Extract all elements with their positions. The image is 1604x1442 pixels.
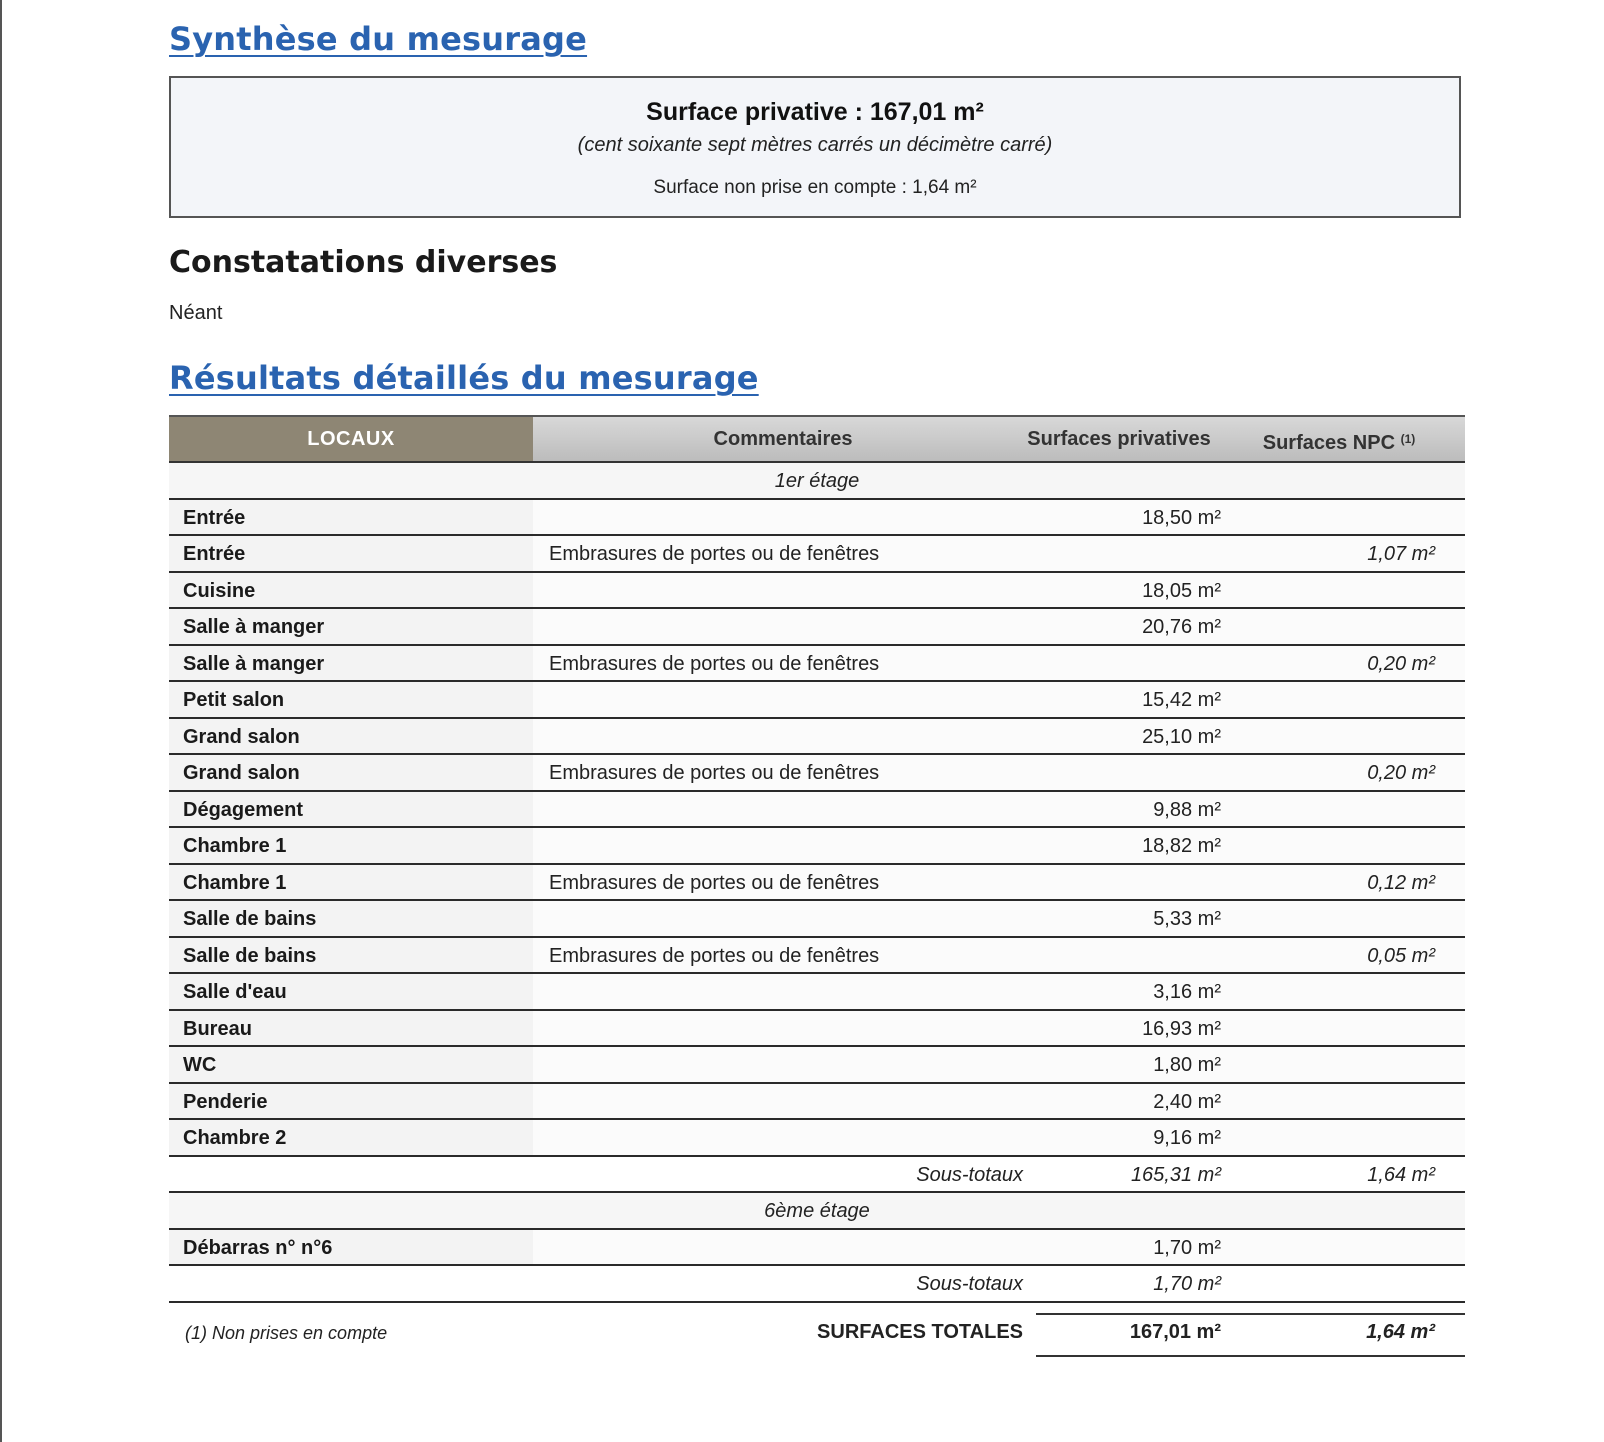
cell-local: Penderie [183,1090,268,1113]
table-row [169,974,1465,1011]
cell-commentaire: Embrasures de portes ou de fenêtres [549,652,880,675]
totals-top-rule [1036,1313,1465,1315]
subtotal-row [169,1266,1465,1303]
subtotal-privatives: 165,31 m² [1130,1163,1221,1186]
table-row [169,646,1465,683]
section-title-resultats: Résultats détaillés du mesurage [169,359,759,397]
cell-local: Grand salon [183,725,300,748]
cell-surface-privative: 18,05 m² [1142,579,1221,602]
header-surfaces-npc [1223,417,1455,461]
cell-local: Salle à manger [183,616,325,638]
cell-surface-npc: 0,12 m² [1367,871,1435,894]
cell-local: Entrée [183,543,246,565]
totals-npc: 1,64 m² [1366,1321,1435,1343]
cell-surface-privative: 5,33 m² [1153,908,1221,930]
cell-local: Chambre 1 [183,871,287,894]
cell-surface-privative: 9,88 m² [1153,798,1221,821]
row-cell-bg [533,1047,1465,1082]
floor-label: 1er étage [774,470,860,492]
cell-local: Grand salon [183,762,300,784]
table-row [169,901,1465,938]
table-row [169,755,1465,792]
table-row [169,1047,1465,1084]
results-table [169,415,1465,1303]
row-cell-bg [533,1230,1465,1265]
table-row [169,792,1465,829]
header-locaux: LOCAUX [169,417,533,461]
cell-commentaire: Embrasures de portes ou de fenêtres [549,543,880,565]
cell-surface-npc: 0,20 m² [1367,762,1435,784]
footnote-npc: (1) Non prises en compte [185,1323,388,1343]
table-row [169,609,1465,646]
cell-commentaire: Embrasures de portes ou de fenêtres [549,944,880,967]
table-row [169,1011,1465,1048]
surface-privative-total: Surface privative : 167,01 m² [646,98,984,126]
header-npc-label: Surfaces NPC [1262,432,1396,454]
row-cell-bg [533,682,1465,717]
cell-local: Dégagement [183,798,304,821]
cell-surface-privative: 9,16 m² [1153,1127,1221,1149]
table-body [169,463,1465,1303]
table-row [169,536,1465,573]
cell-surface-privative: 18,82 m² [1142,835,1221,857]
row-cell-bg [533,500,1465,535]
cell-local: Salle d'eau [183,981,287,1003]
cell-local: Petit salon [183,689,285,711]
cell-local: Salle de bains [183,908,317,930]
cell-local: WC [183,1054,217,1076]
row-cell-bg [533,792,1465,827]
cell-surface-privative: 18,50 m² [1142,506,1221,529]
floor-label: 6ème étage [764,1200,870,1222]
table-row [169,938,1465,975]
cell-local: Salle de bains [183,944,317,967]
row-cell-bg [533,1120,1465,1155]
cell-commentaire: Embrasures de portes ou de fenêtres [549,762,880,784]
header-commentaires: Commentaires [713,428,853,450]
row-cell-bg [533,573,1465,608]
table-row [169,500,1465,537]
cell-surface-privative: 20,76 m² [1142,616,1221,638]
floor-row [169,463,1465,500]
cell-local: Bureau [183,1017,252,1040]
cell-commentaire: Embrasures de portes ou de fenêtres [549,871,880,894]
row-cell-bg [533,828,1465,863]
table-row [169,719,1465,756]
cell-surface-npc: 0,05 m² [1367,944,1435,967]
row-cell-bg [533,1011,1465,1046]
surface-non-prise-en-compte: Surface non prise en compte : 1,64 m² [653,177,977,198]
cell-surface-privative: 1,80 m² [1153,1054,1221,1076]
section-title-synthese: Synthèse du mesurage [169,20,588,58]
cell-local: Chambre 2 [183,1127,287,1149]
cell-surface-privative: 16,93 m² [1142,1017,1221,1040]
cell-surface-npc: 0,20 m² [1367,652,1435,675]
row-cell-bg [533,719,1465,754]
cell-surface-privative: 25,10 m² [1142,725,1221,748]
constatations-text: Néant [169,302,223,324]
totals-bottom-rule [1036,1355,1465,1357]
cell-surface-privative: 2,40 m² [1153,1090,1221,1113]
table-header [169,415,1465,463]
locaux-cell-bg [169,1047,533,1082]
header-npc-footnote-marker: (1) [1400,432,1416,446]
totals-row [169,1313,1465,1357]
header-surfaces-privatives: Surfaces privatives [1027,428,1211,450]
table-row [169,682,1465,719]
subtotal-label: Sous-totaux [916,1273,1023,1295]
table-row [169,1084,1465,1121]
cell-local: Chambre 1 [183,835,287,857]
floor-row [169,1193,1465,1230]
cell-surface-npc: 1,07 m² [1367,543,1435,565]
cell-local: Salle à manger [183,652,325,675]
subtotal-npc: 1,64 m² [1367,1163,1435,1186]
subtotal-row [169,1157,1465,1194]
cell-surface-privative: 15,42 m² [1142,689,1221,711]
cell-surface-privative: 1,70 m² [1153,1236,1221,1259]
subtotal-privatives: 1,70 m² [1153,1273,1221,1295]
constatations-title: Constatations diverses [169,245,558,280]
table-row [169,1230,1465,1267]
row-cell-bg [533,609,1465,644]
synthese-box [169,76,1461,218]
table-row [169,865,1465,902]
cell-local: Débarras n° n°6 [183,1236,333,1259]
row-cell-bg [533,974,1465,1009]
cell-local: Cuisine [183,579,256,602]
surface-privative-words: (cent soixante sept mètres carrés un décimètre carré) [577,134,1053,156]
cell-local: Entrée [183,506,246,529]
totals-label: SURFACES TOTALES [817,1321,1023,1343]
cell-surface-privative: 3,16 m² [1153,981,1221,1003]
table-row [169,1120,1465,1157]
page-left-edge [0,0,2,1442]
totals-privatives: 167,01 m² [1129,1321,1221,1343]
row-cell-bg [533,901,1465,936]
table-row [169,573,1465,610]
table-row [169,828,1465,865]
row-cell-bg [533,1084,1465,1119]
subtotal-label: Sous-totaux [916,1163,1023,1186]
